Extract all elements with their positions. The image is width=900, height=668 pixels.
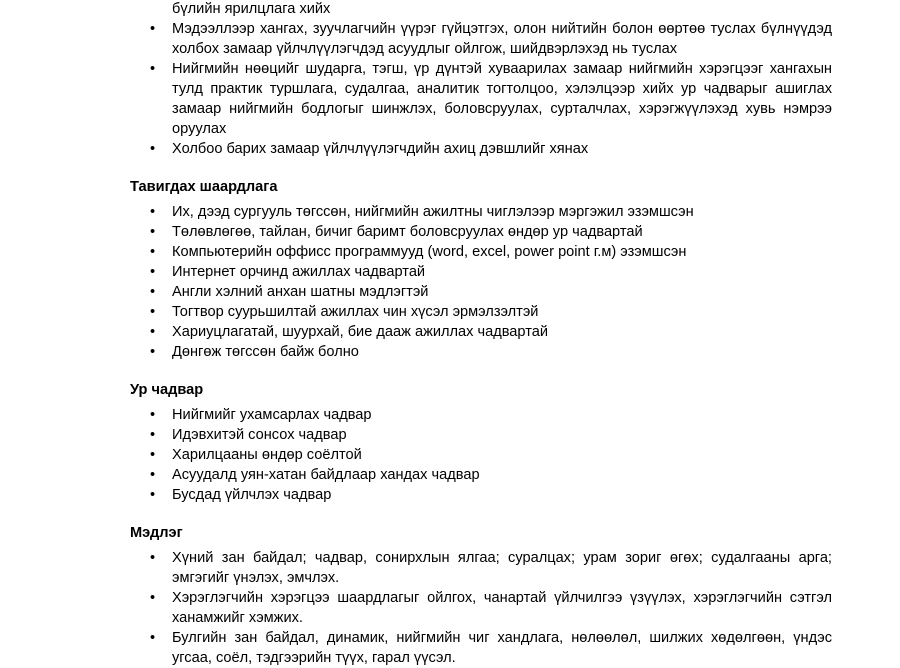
list-item: • Холбоо барих замаар үйлчлүүлэгчдийн ахиц дэвшлийг хянах — [62, 140, 838, 160]
list-item: • Бусдад үйлчлэх чадвар — [62, 486, 838, 506]
list-item: • Хариуцлагатай, шуурхай, бие дааж ажиллах чадвартай — [62, 323, 838, 343]
skills-bullet-list — [62, 406, 838, 506]
list-item: • Тогтвор суурьшилтай ажиллах чин хүсэл эрмэлзэлтэй — [62, 303, 838, 323]
list-item: • Хүний зан байдал; чадвар, сонирхлын ялгаа; суралцах; урам зориг өгөх; судалгааны арга; эмгэгийг үнэлэх, эмчлэх. — [62, 549, 838, 589]
list-item: • Мэдээллээр хангах, зуучлагчийн үүрэг гүйцэтгэх, олон нийтийн болон өөртөө туслах бүлнүүдэд холбох замаар үйлчлүүлэгчдэд асуудлыг ойлгож, шийдвэрлэхэд нь туслах — [62, 20, 838, 60]
document-body — [62, 0, 838, 668]
section-heading-requirements: Тавигдах шаардлага — [130, 178, 278, 195]
list-item: • Интернет орчинд ажиллах чадвартай — [62, 263, 838, 283]
continuation-paragraph: бүлийн ярилцлага хийх — [172, 1, 331, 17]
requirements-bullet-list — [62, 203, 838, 363]
list-item: • Асуудалд уян-хатан байдлаар хандах чадвар — [62, 466, 838, 486]
list-item: • Идэвхитэй сонсох чадвар — [62, 426, 838, 446]
list-item: • Булгийн зан байдал, динамик, нийгмийн чиг хандлага, нөлөөлөл, шилжих хөдөлгөөн, үндэс угсаа, соёл, тэдгээрийн түүх, гарал үүсэл. — [62, 629, 838, 668]
list-item: • Хэрэглэгчийн хэрэгцээ шаардлагыг ойлгох, чанартай үйлчилгээ үзүүлэх, хэрэглэгчийн сэтгэл ханамжийг хэмжих. — [62, 589, 838, 629]
list-item: • Дөнгөж төгссөн байж болно — [62, 343, 838, 363]
list-item: • Их, дээд сургууль төгссөн, нийгмийн ажилтны чиглэлээр мэргэжил эзэмшсэн — [62, 203, 838, 223]
list-item: • Англи хэлний анхан шатны мэдлэгтэй — [62, 283, 838, 303]
list-item: • Харилцааны өндөр соёлтой — [62, 446, 838, 466]
section-heading-knowledge: Мэдлэг — [130, 524, 183, 541]
intro-bullet-list — [62, 20, 838, 160]
list-item: • Нийгмийн нөөцийг шударга, тэгш, үр дүнтэй хуваарилах замаар нийгмийн хэрэгцээг хангахын тулд практик туршлага, судалгаа, аналитик тогтолцоо, хэлэлцээр хийх ур чадварыг ашиглах замаар нийгмийн бодлогыг шинжлэх, боловсруулах, сурталчлах, хэрэгжүүлэхэд хувь нэмрээ оруулах — [62, 60, 838, 140]
list-item: • Компьютерийн оффисс программууд (word, excel, power point г.м) эзэмшсэн — [62, 243, 838, 263]
section-heading-skills: Ур чадвар — [130, 381, 204, 398]
knowledge-bullet-list — [62, 549, 838, 668]
list-item: • Төлөвлөгөө, тайлан, бичиг баримт боловсруулах өндөр ур чадвартай — [62, 223, 838, 243]
list-item: • Нийгмийг ухамсарлах чадвар — [62, 406, 838, 426]
